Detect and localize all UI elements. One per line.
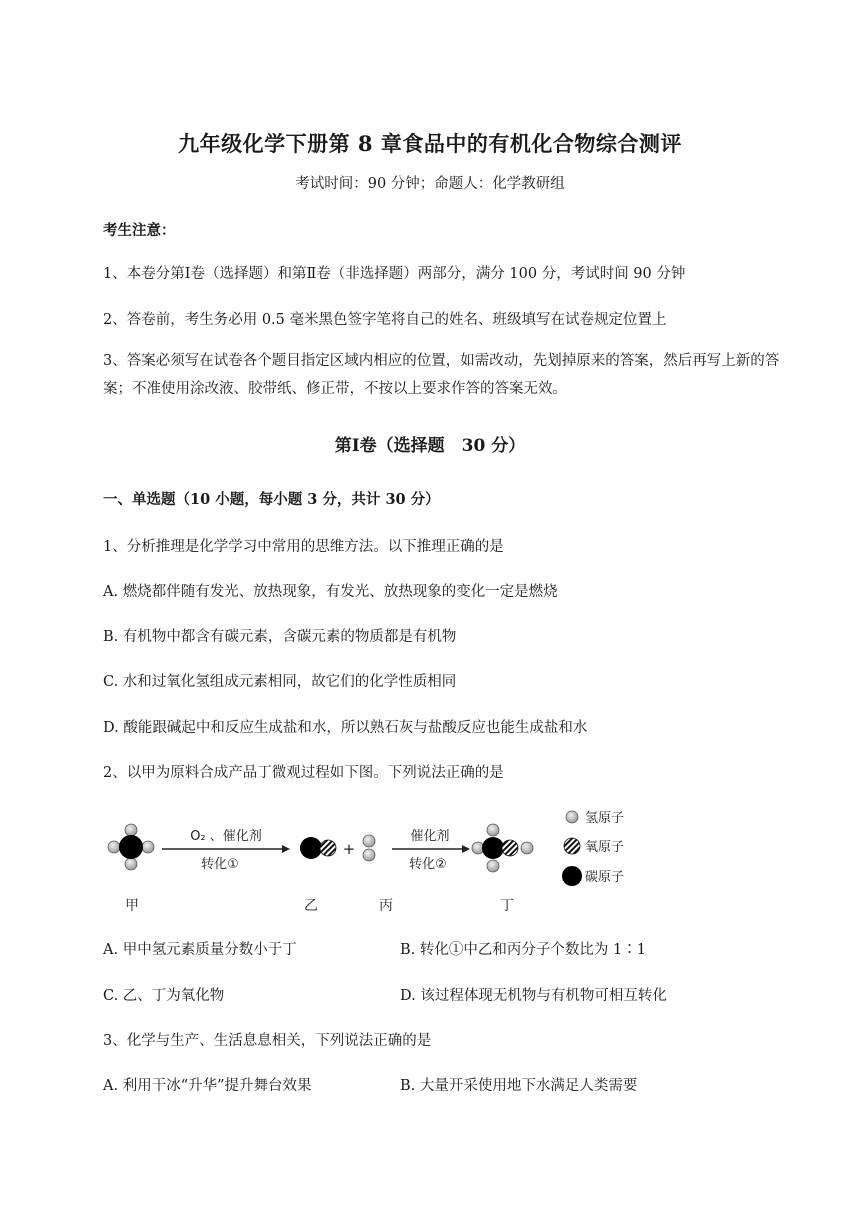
exam-subtitle: 考试时间：90 分钟；命题人：化学教研组 xyxy=(295,176,565,192)
section-title: 第Ⅰ卷（选择题 30 分） xyxy=(334,436,526,456)
question-2-option-b: B. 转化①中乙和丙分子个数比为 1∶1 xyxy=(400,942,646,958)
arrow2-top-label: 催化剂 xyxy=(410,829,450,844)
question-1-option-d: D. 酸能跟碱起中和反应生成盐和水，所以熟石灰与盐酸反应也能生成盐和水 xyxy=(103,720,588,736)
question-1-option-b: B. 有机物中都含有碳元素，含碳元素的物质都是有机物 xyxy=(103,629,457,645)
label-bing: 丙 xyxy=(379,898,393,914)
page-title: 九年级化学下册第 8 章食品中的有机化合物综合测评 xyxy=(178,131,682,156)
label-ding: 丁 xyxy=(500,898,514,914)
reaction-diagram xyxy=(100,800,660,925)
question-3-stem: 3、化学与生产、生活息息相关，下列说法正确的是 xyxy=(103,1033,432,1049)
plus-sign: + xyxy=(342,840,356,858)
question-1-option-a: A. 燃烧都伴随有发光、放热现象，有发光、放热现象的变化一定是燃烧 xyxy=(103,584,558,600)
legend-carbon: 碳原子 xyxy=(585,870,625,885)
notice-item-3: 3、答案必须写在试卷各个题目指定区域内相应的位置，如需改动，先划掉原来的答案，然后再写上新的答案；不准使用涂改液、胶带纸、修正带，不按以上要求作答的答案无效。 xyxy=(103,353,780,397)
question-1-stem: 1、分析推理是化学学习中常用的思维方法。以下推理正确的是 xyxy=(103,539,504,555)
legend-oxygen: 氧原子 xyxy=(585,840,625,855)
arrow1-top-label: O₂ 、催化剂 xyxy=(190,829,262,844)
question-1-option-c: C. 水和过氧化氢组成元素相同，故它们的化学性质相同 xyxy=(103,674,457,690)
molecule-yi xyxy=(300,837,336,859)
label-yi: 乙 xyxy=(304,898,318,914)
arrow-conversion-2 xyxy=(392,828,470,872)
question-2-option-d: D. 该过程体现无机物与有机物可相互转化 xyxy=(400,988,667,1004)
notice-item-1: 1、本卷分第Ⅰ卷（选择题）和第Ⅱ卷（非选择题）两部分，满分 100 分，考试时间 90 分钟 xyxy=(103,266,686,282)
question-2-option-a: A. 甲中氢元素质量分数小于丁 xyxy=(103,942,297,958)
question-3-option-a: A. 利用干冰“升华”提升舞台效果 xyxy=(103,1078,312,1094)
arrow1-bottom-label: 转化① xyxy=(201,857,239,872)
part-heading: 一、单选题（10 小题，每小题 3 分，共计 30 分） xyxy=(103,491,440,508)
molecule-bing xyxy=(363,835,375,861)
legend-hydrogen: 氢原子 xyxy=(585,811,625,826)
question-2-option-c: C. 乙、丁为氧化物 xyxy=(103,988,225,1004)
arrow2-bottom-label: 转化② xyxy=(409,857,447,872)
molecule-jia xyxy=(108,824,154,870)
notice-item-2: 2、答卷前，考生务必用 0.5 毫米黑色签字笔将自己的姓名、班级填写在试卷规定位置上 xyxy=(103,312,667,328)
diagram-legend xyxy=(562,811,624,886)
question-3-option-b: B. 大量开采使用地下水满足人类需要 xyxy=(400,1078,638,1094)
question-2-stem: 2、以甲为原料合成产品丁微观过程如下图。下列说法正确的是 xyxy=(103,765,504,781)
arrow-conversion-1 xyxy=(162,828,290,872)
notice-heading: 考生注意： xyxy=(103,222,176,239)
label-jia: 甲 xyxy=(125,898,139,914)
molecule-ding xyxy=(472,824,533,872)
